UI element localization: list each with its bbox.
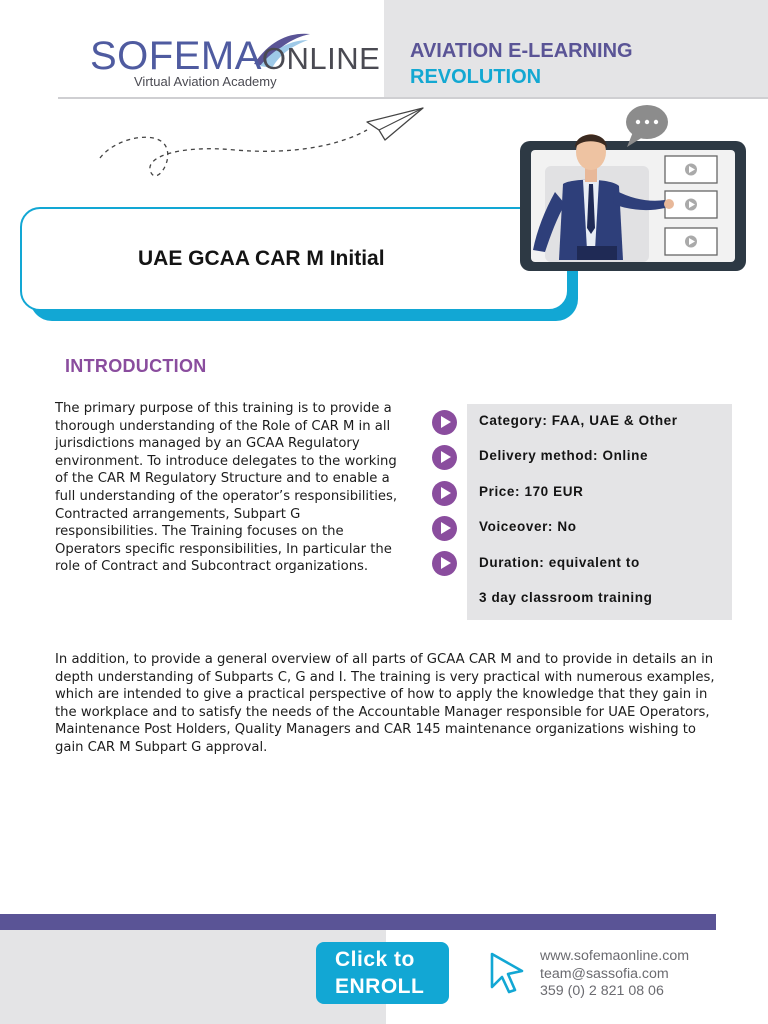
- tagline-line-1: AVIATION E-LEARNING: [410, 40, 633, 62]
- info-price: Price: 170 EUR: [479, 484, 584, 499]
- header-divider: [58, 97, 768, 99]
- enroll-button-line-2: ENROLL: [335, 975, 425, 998]
- intro-paragraph-2: In addition, to provide a general overview of all parts of GCAA CAR M and to provide in details an in depth understanding of Subparts C, G and I. The training is very practical with numerous examples, which are intended to give a practical perspective of how to apply the knowledge that they gain in the workplace and to satisfy the needs of the Accountable Manager responsible for UAE Operators, Maintenance Post Holders, Quality Managers and CAR 145 maintenance organizations wishing to gain CAR M Subpart G approval.: [55, 652, 715, 755]
- play-circle-icon: [432, 516, 457, 541]
- contact-info: [540, 948, 689, 1001]
- chat-bubble-icon: [626, 105, 668, 147]
- logo-online-text: ONLINE: [261, 41, 381, 76]
- play-circle-icon: [432, 481, 457, 506]
- play-circle-icon: [432, 551, 457, 576]
- section-heading-introduction: INTRODUCTION: [65, 356, 207, 376]
- play-circle-icon: [432, 410, 457, 435]
- sofema-logo: [90, 30, 380, 92]
- paper-plane-icon: [95, 100, 430, 195]
- cursor-pointer-icon: [488, 951, 526, 995]
- play-circle-icon: [432, 445, 457, 470]
- tagline-line-2: REVOLUTION: [410, 66, 542, 88]
- course-title: UAE GCAA CAR M Initial: [138, 247, 385, 270]
- info-voiceover: Voiceover: No: [479, 519, 577, 534]
- presenter-illustration: [515, 100, 750, 275]
- course-info-panel: [467, 404, 732, 620]
- footer-bar: [0, 914, 716, 930]
- info-duration-line-1: Duration: equivalent to: [479, 555, 640, 570]
- tagline: [410, 38, 633, 90]
- website-link[interactable]: www.sofemaonline.com: [540, 948, 690, 964]
- logo-subtitle: Virtual Aviation Academy: [134, 74, 277, 89]
- enroll-button-line-1: Click to: [335, 948, 415, 971]
- email-link[interactable]: team@sassofia.com: [540, 965, 669, 982]
- info-duration-line-2: 3 day classroom training: [479, 590, 653, 605]
- enroll-button[interactable]: [316, 942, 449, 1004]
- info-category: Category: FAA, UAE & Other: [479, 413, 678, 428]
- phone-number: 359 (0) 2 821 08 06: [540, 983, 664, 999]
- intro-paragraph-1: The primary purpose of this training is to provide a thorough understanding of the Role of CAR M in all jurisdictions managed by an GCAA Regulatory environment. To introduce delegates to the working of the CAR M Regulatory Structure and to enable a full understanding of the operator’s responsibilities, Contracted arrangements, Subpart G responsibilities. The Training focuses on the Operators specific responsibilities, In particular the role of Contract and Subcontract organizations.: [55, 401, 398, 575]
- logo-sofema-text: SOFEMA: [90, 34, 262, 78]
- info-delivery-method: Delivery method: Online: [479, 448, 649, 463]
